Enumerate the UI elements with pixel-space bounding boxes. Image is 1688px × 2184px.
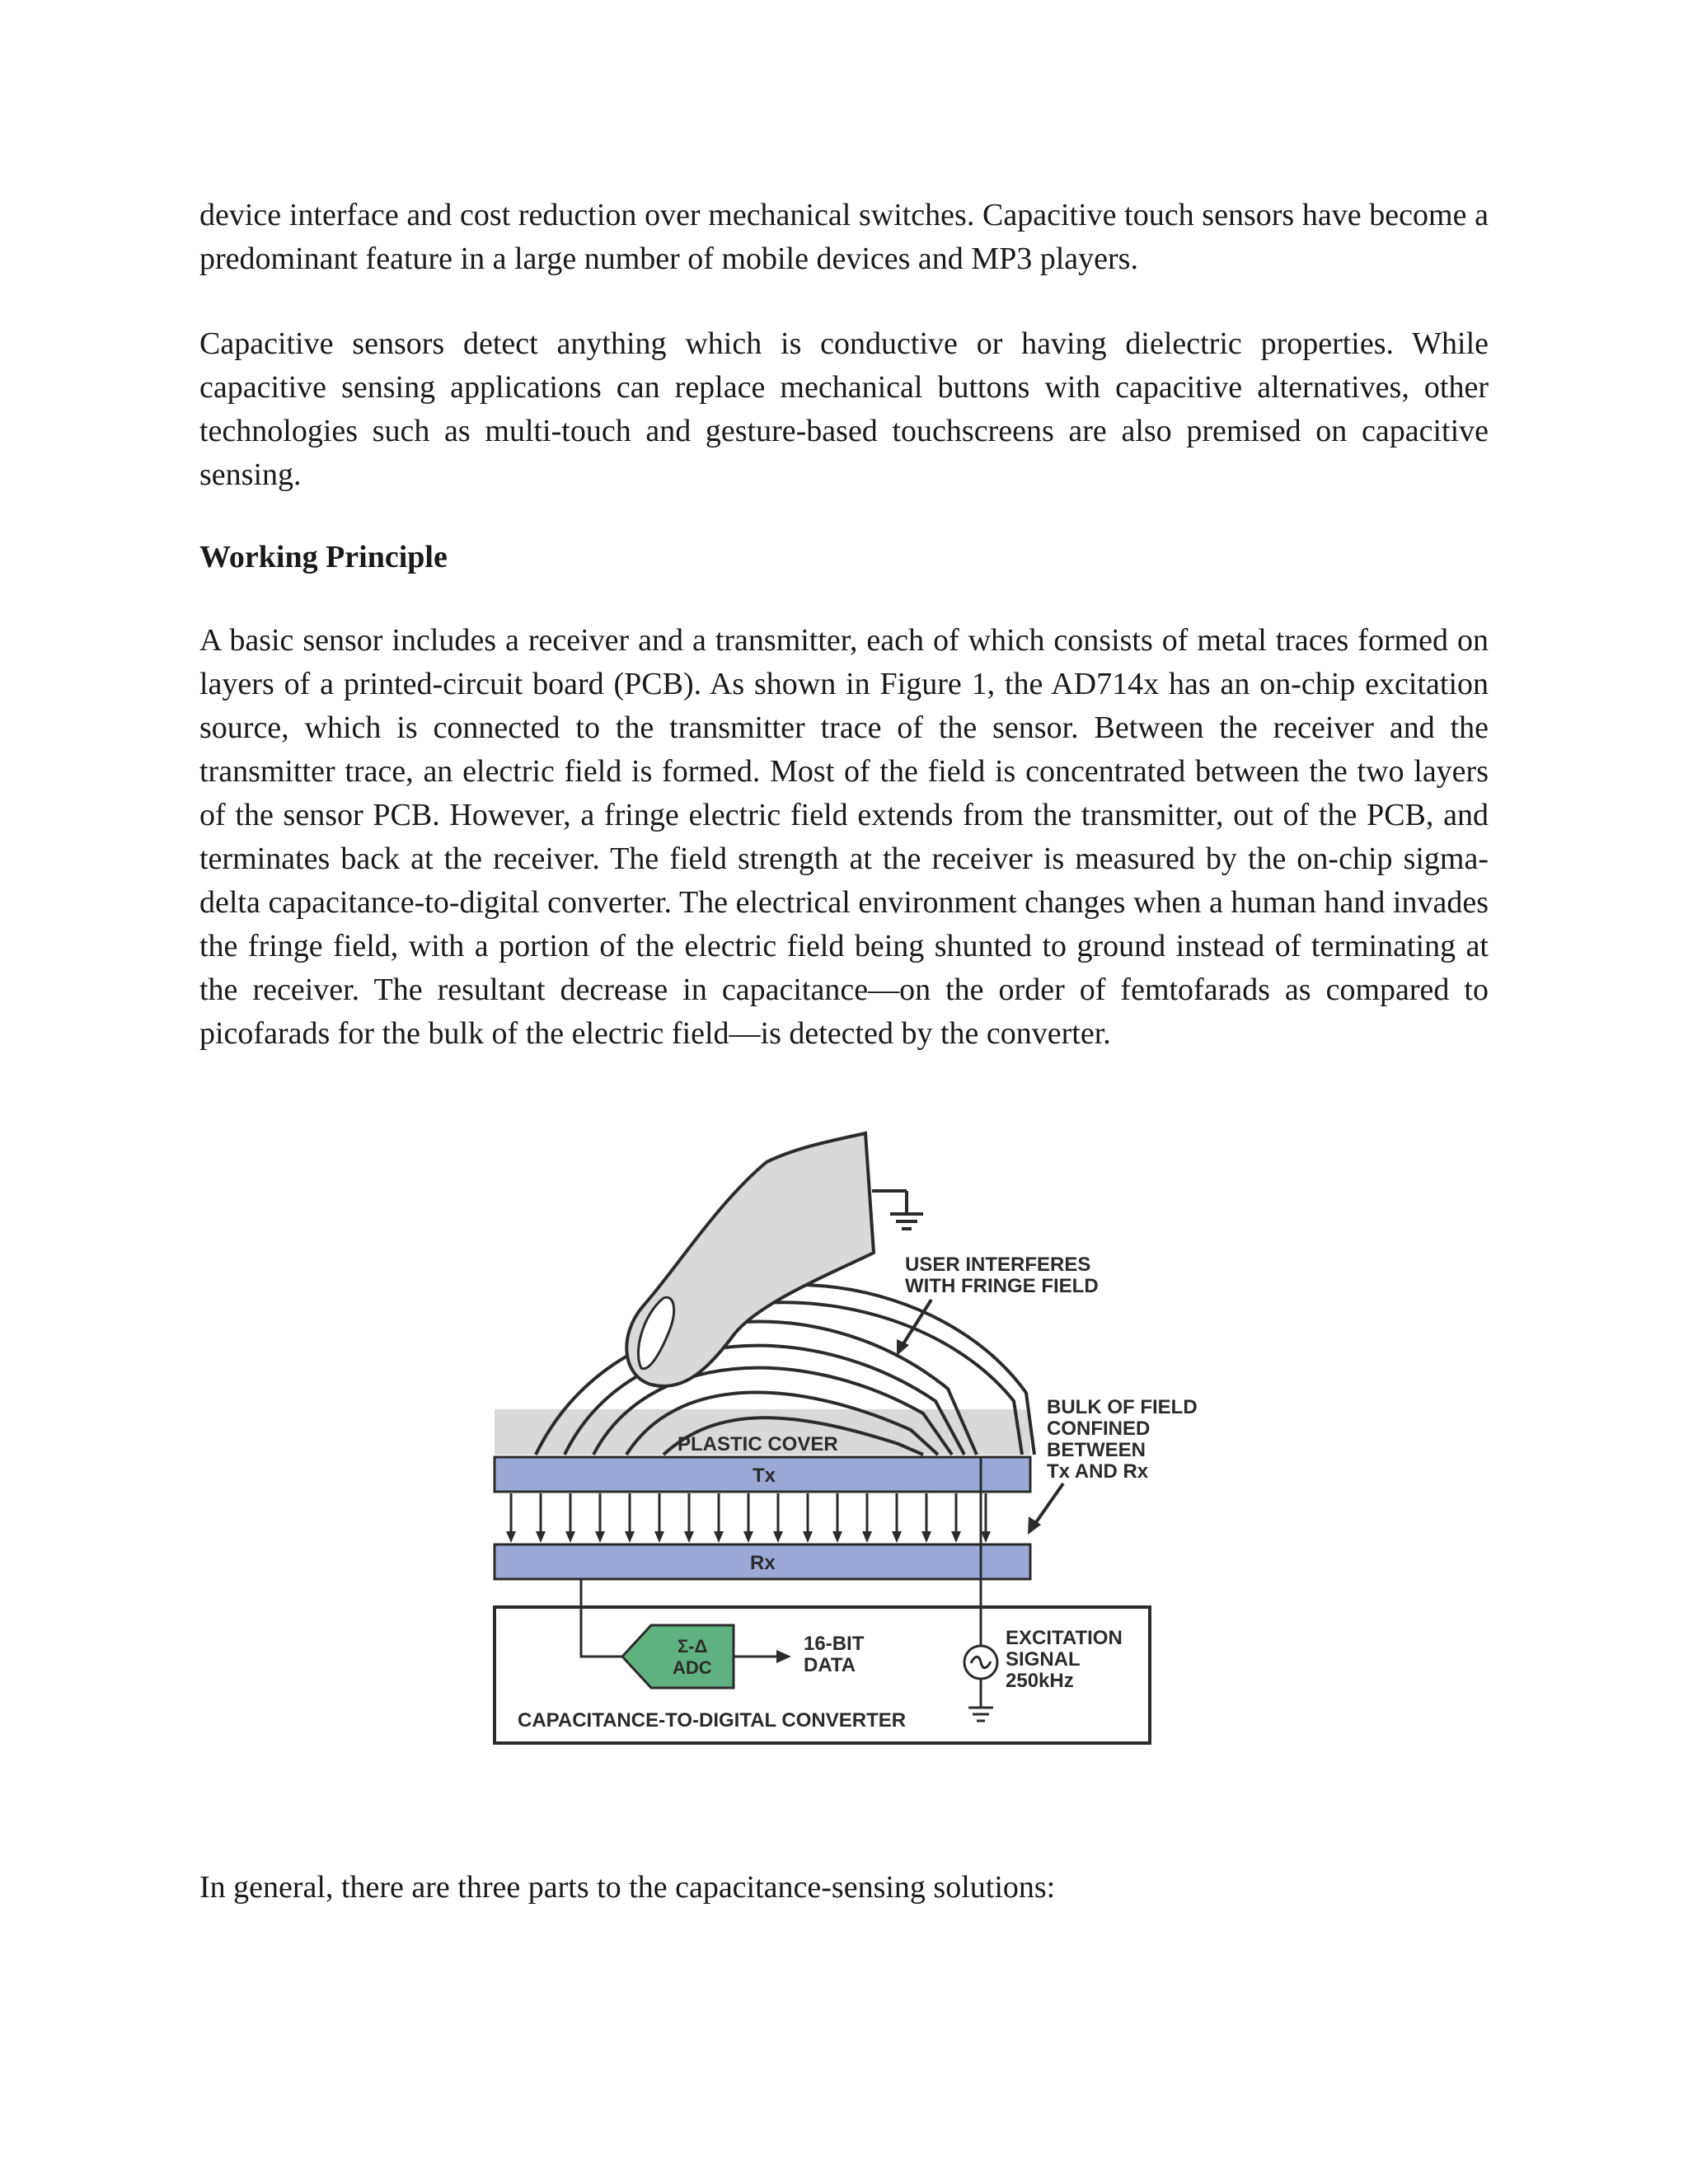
adc-block: [622, 1625, 734, 1688]
field-arrowhead: [743, 1531, 753, 1543]
paragraph-text: Capacitive sensors detect anything which is conductive or having dielectric properties. While capacitive sensing applications can replace mechanical buttons with capacitive alternatives, other technologies such as multi-touch and gesture-based touchscreens are also premised on capacitive sensing.: [199, 326, 1489, 492]
figure-diagram: [486, 1129, 1212, 1755]
label-converter: CAPACITANCE-TO-DIGITAL CONVERTER: [518, 1709, 907, 1732]
field-arrowhead: [506, 1531, 516, 1543]
label-rx: Rx: [750, 1552, 776, 1574]
rx-to-adc-wire: [581, 1579, 622, 1657]
arrow-bulk-pointer: [1034, 1483, 1063, 1525]
paragraph-three-parts: [199, 1866, 1489, 1910]
label-signal: SIGNAL: [1006, 1648, 1081, 1671]
field-arrowhead: [951, 1531, 961, 1543]
label-250khz: 250kHz: [1006, 1670, 1074, 1692]
paragraph-text: device interface and cost reduction over mechanical switches. Capacitive touch sensors have become a predominant feature in a large number of mobile devices and MP3 players.: [199, 198, 1489, 276]
field-arrowhead: [981, 1531, 991, 1543]
field-arrowhead: [654, 1531, 664, 1543]
label-bulk-of-field: BULK OF FIELD: [1047, 1396, 1198, 1418]
paragraph-intro: [199, 194, 1489, 281]
field-arrows: [506, 1493, 991, 1543]
field-arrowhead: [892, 1531, 902, 1543]
ground-symbol-top: [872, 1191, 923, 1229]
field-arrowhead: [803, 1531, 813, 1543]
paragraph-text: A basic sensor includes a receiver and a transmitter, each of which consists of metal traces formed on layers of a printed-circuit board (PCB). As shown in Figure 1, the AD714x has an on-chip excitation source, which is connected to the transmitter trace of the sensor. Between the receiver and the transmitter trace, an electric field is formed. Most of the field is concentrated between the two layers of the sensor PCB. However, a fringe electric field extends from the transmitter, out of the PCB, and terminates back at the receiver. The field strength at the receiver is measured by the on-chip sigma-delta capacitance-to-digital converter. The electrical environment changes when a human hand invades the fringe field, with a portion of the electric field being shunted to ground instead of terminating at the receiver. The resultant decrease in capacitance—on the order of femtofarads as compared to picofarads for the bulk of the electric field—is detected by the converter.: [199, 623, 1489, 1051]
paragraph-working-principle: [199, 619, 1489, 1056]
section-heading: [199, 536, 1489, 579]
field-arrowhead: [832, 1531, 842, 1543]
figure-capacitive-sensor: [486, 1129, 1212, 1755]
field-arrowhead: [595, 1531, 605, 1543]
field-arrowhead: [714, 1531, 724, 1543]
field-arrowhead: [625, 1531, 635, 1543]
label-fringe-field: WITH FRINGE FIELD: [905, 1275, 1099, 1297]
label-excitation: EXCITATION: [1006, 1627, 1123, 1649]
heading-working-principle: Working Principle: [199, 540, 448, 574]
label-between: BETWEEN: [1047, 1439, 1146, 1461]
label-adc-sigma-delta: Σ-Δ: [678, 1636, 708, 1657]
field-arrowhead: [773, 1531, 783, 1543]
field-arrowhead: [684, 1531, 694, 1543]
field-arrowhead: [536, 1531, 546, 1543]
arrowhead-adc: [776, 1650, 791, 1663]
label-adc: ADC: [673, 1657, 712, 1678]
paragraph-capacitive-sensors: [199, 322, 1489, 497]
label-plastic-cover: PLASTIC COVER: [678, 1433, 838, 1455]
field-arrowhead: [921, 1531, 931, 1543]
ground-symbol-bottom: [968, 1708, 993, 1721]
label-data: DATA: [804, 1654, 856, 1676]
finger-shape: [626, 1133, 874, 1386]
label-tx: Tx: [753, 1465, 776, 1487]
label-confined: CONFINED: [1047, 1418, 1151, 1440]
paragraph-text: In general, there are three parts to the capacitance-sensing solutions:: [199, 1870, 1056, 1905]
field-arrowhead: [862, 1531, 872, 1543]
label-user-interferes: USER INTERFERES: [905, 1254, 1091, 1276]
label-16-bit: 16-BIT: [804, 1633, 865, 1655]
field-arrowhead: [565, 1531, 575, 1543]
label-tx-and-rx: Tx AND Rx: [1047, 1460, 1149, 1483]
